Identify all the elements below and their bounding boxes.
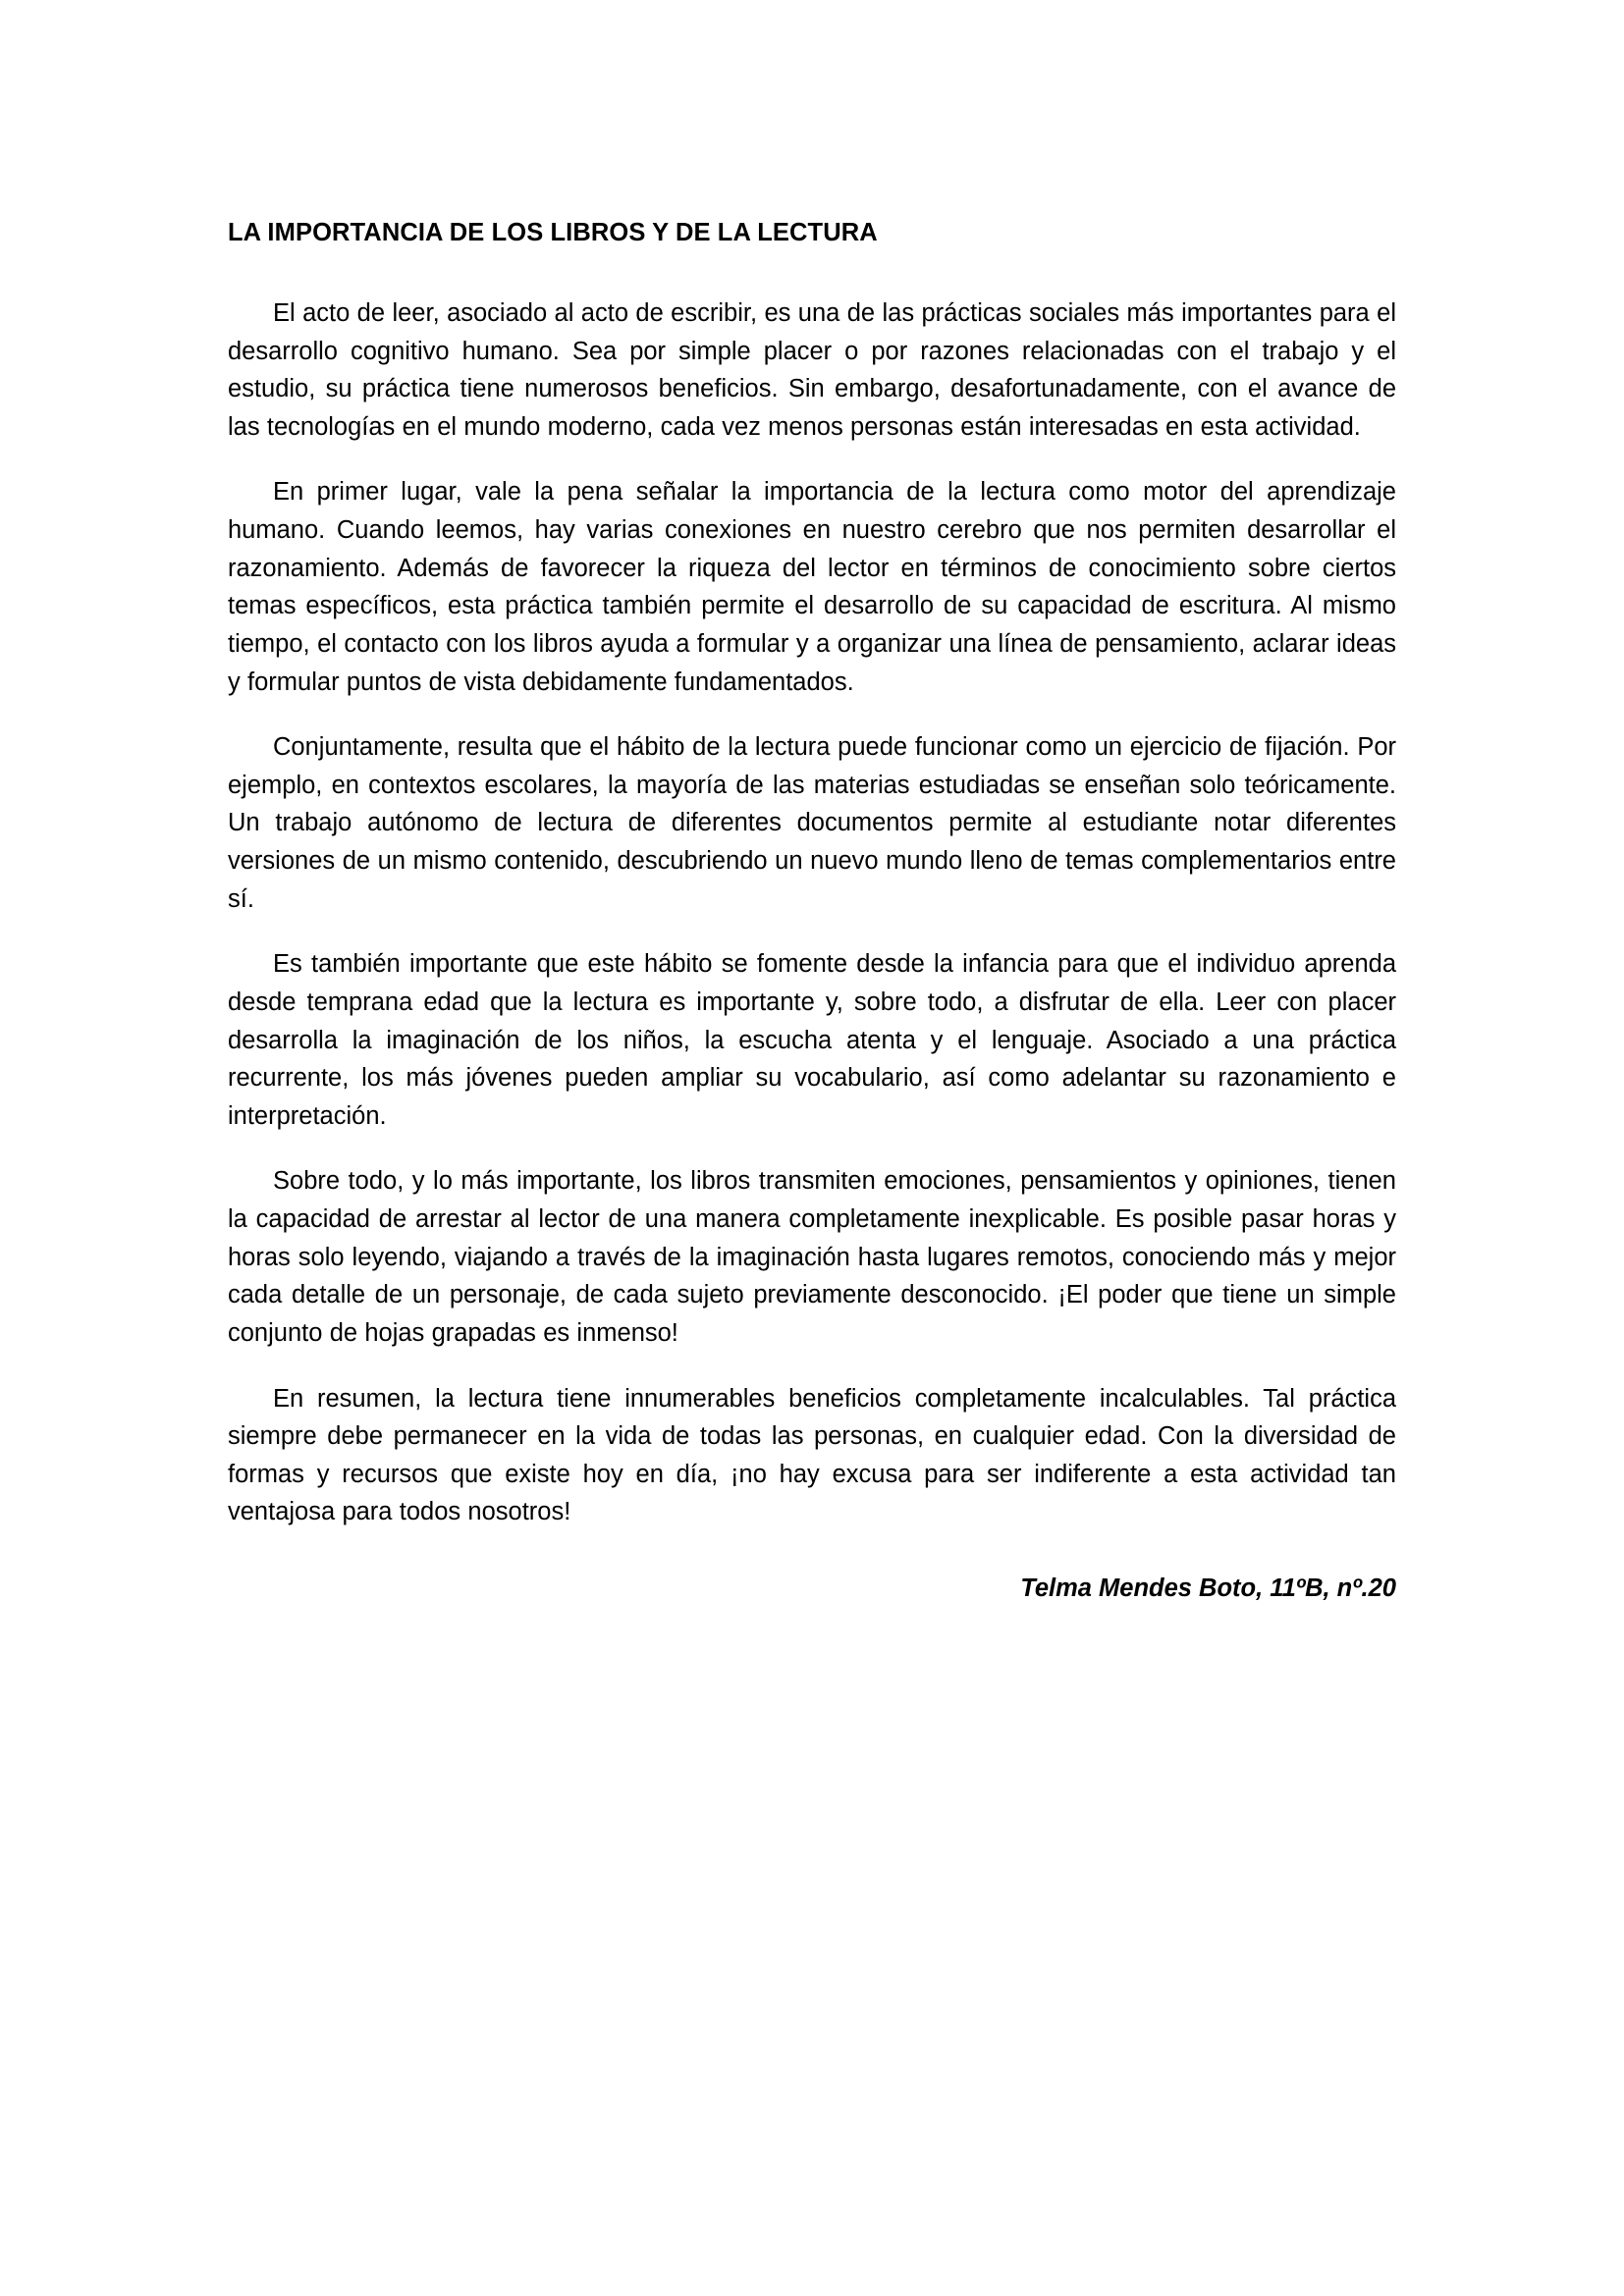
paragraph-3: Conjuntamente, resulta que el hábito de la lectura puede funcionar como un ejercicio de fijación. Por ejemplo, en contextos escolares, la mayoría de las materias estudiadas se enseñan solo teóricamente. Un trabajo autónomo de lectura de diferentes documentos permite al estudiante notar diferentes versiones de un mismo contenido, descubriendo un nuevo mundo lleno de temas complementarios entre sí. [228, 733, 1396, 913]
paragraph-5: Sobre todo, y lo más importante, los libros transmiten emociones, pensamientos y opiniones, tienen la capacidad de arrestar al lector de una manera completamente inexplicable. Es posible pasar horas y horas solo leyendo, viajando a través de la imaginación hasta lugares remotos, conociendo más y mejor cada detalle de un personaje, de cada sujeto previamente desconocido. ¡El poder que tiene un simple conjunto de hojas grapadas es inmenso! [228, 1167, 1396, 1347]
author-signature: Telma Mendes Boto, 11ºB, nº.20 [1020, 1575, 1396, 1602]
paragraph-4: Es también importante que este hábito se fomente desde la infancia para que el individuo aprenda desde temprana edad que la lectura es importante y, sobre todo, a disfrutar de ella. Leer con placer desarrolla la imaginación de los niños, la escucha atenta y el lenguaje. Asociado a una práctica recurrente, los más jóvenes pueden ampliar su vocabulario, así como adelantar su razonamiento e interpretación. [228, 950, 1396, 1130]
paragraph-1: El acto de leer, asociado al acto de escribir, es una de las prácticas sociales más importantes para el desarrollo cognitivo humano. Sea por simple placer o por razones relacionadas con el trabajo y el estudio, su práctica tiene numerosos beneficios. Sin embargo, desafortunadamente, con el avance de las tecnologías en el mundo moderno, cada vez menos personas están interesadas en esta actividad. [228, 298, 1396, 441]
paragraph-2: En primer lugar, vale la pena señalar la importancia de la lectura como motor del aprendizaje humano. Cuando leemos, hay varias conexiones en nuestro cerebro que nos permiten desarrollar el razonamiento. Además de favorecer la riqueza del lector en términos de conocimiento sobre ciertos temas específicos, esta práctica también permite el desarrollo de su capacidad de escritura. Al mismo tiempo, el contacto con los libros ayuda a formular y a organizar una línea de pensamiento, aclarar ideas y formular puntos de vista debidamente fundamentados. [228, 478, 1396, 696]
paragraph-6: En resumen, la lectura tiene innumerables beneficios completamente incalculables. Tal práctica siempre debe permanecer en la vida de todas las personas, en cualquier edad. Con la diversidad de formas y recursos que existe hoy en día, ¡no hay excusa para ser indiferente a esta actividad tan ventajosa para todos nosotros! [228, 1384, 1396, 1526]
page-title: LA IMPORTANCIA DE LOS LIBROS Y DE LA LECTURA [228, 219, 878, 246]
